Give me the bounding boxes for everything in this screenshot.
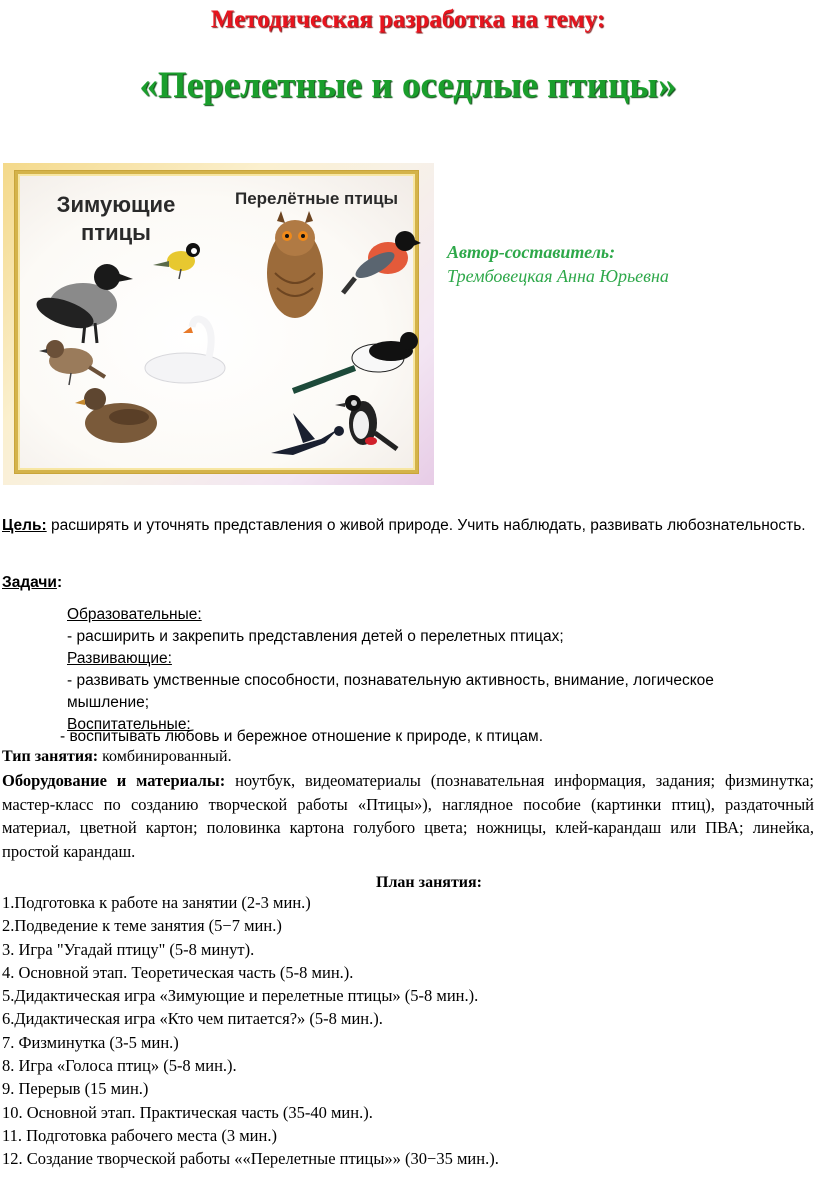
equipment-label: Оборудование и материалы:	[2, 771, 226, 790]
plan-item: 11. Подготовка рабочего места (3 мин.)	[2, 1125, 277, 1145]
tasks-label: Задачи	[2, 574, 57, 591]
upbringing-text: - воспитывать любовь и бережное отношение к природе, к птицам.	[60, 728, 544, 745]
bullfinch-icon	[343, 231, 421, 293]
plan-item: 8. Игра «Голоса птиц» (5-8 мин.).	[2, 1056, 237, 1076]
developing-text: - развивать умственные способности, познавательную активность, внимание, логическое мышление;	[67, 672, 714, 711]
upbringing-label: Воспитательные:	[67, 716, 191, 733]
plan-item: 5.Дидактическая игра «Зимующие и перелетные птицы» (5-8 мин.).	[2, 986, 479, 1006]
author-block	[447, 240, 669, 288]
plan-item: 10. Основной этап. Практическая часть (35-40 мин.).	[2, 1102, 373, 1122]
birds-illustration	[3, 163, 434, 485]
lesson-type	[2, 746, 232, 768]
plan-list	[2, 891, 499, 1171]
plan-item: 4. Основной этап. Теоретическая часть (5-8 мин.).	[2, 962, 354, 982]
goal-text: расширять и уточнять представления о живой природе. Учить наблюдать, развивать любознательность.	[46, 517, 806, 534]
plan-item: 3. Игра "Угадай птицу" (5-8 минут).	[2, 939, 255, 959]
equipment-text: ноутбук, видеоматериалы (познавательная информация, задания; физминутка; мастер-класс по созданию творческой работы «Птицы»), наглядное пособие (картинки птиц), раздаточный материал, цветной картон; половинка картона голубого цвета; ножницы, клей-карандаш или ПВА; линейка, простой карандаш.	[2, 771, 814, 861]
lesson-type-text: комбинированный.	[98, 748, 232, 765]
magpie-icon	[293, 332, 418, 391]
swan-icon	[145, 319, 225, 383]
equipment-paragraph	[2, 769, 814, 863]
sparrow-icon	[39, 340, 105, 385]
author-label: Автор-составитель:	[447, 242, 616, 262]
swallow-icon	[271, 413, 344, 455]
document-title-line1: Методическая разработка на тему:	[210, 6, 606, 33]
crow-icon	[33, 264, 133, 343]
plan-title: План занятия:	[376, 874, 483, 891]
tasks-list	[67, 604, 787, 736]
woodpecker-icon	[335, 395, 397, 449]
tasks-colon: :	[56, 574, 63, 591]
developing-label: Развивающие:	[67, 650, 172, 667]
tasks-heading	[2, 572, 62, 594]
plan-item: 12. Создание творческой работы ««Перелетные птицы»» (30−35 мин.).	[2, 1149, 499, 1169]
plan-item: 7. Физминутка (3-5 мин.)	[2, 1032, 179, 1052]
tit-icon	[153, 243, 200, 279]
educational-label: Образовательные:	[67, 606, 202, 623]
goal-label: Цель:	[2, 517, 47, 534]
owl-icon	[267, 211, 323, 318]
plan-item: 2.Подведение к теме занятия (5−7 мин.)	[2, 916, 282, 936]
document-title-line2: «Перелетные и оседлые птицы»	[139, 65, 677, 106]
migratory-birds-label: Перелётные птицы	[235, 189, 399, 208]
goal-paragraph	[2, 514, 815, 537]
plan-item: 6.Дидактическая игра «Кто чем питается?» (5-8 мин.).	[2, 1009, 383, 1029]
author-name: Трембовецкая Анна Юрьевна	[447, 266, 669, 286]
plan-item: 1.Подготовка к работе на занятии (2-3 мин.)	[2, 893, 311, 912]
lesson-type-label: Тип занятия:	[2, 748, 99, 765]
wintering-birds-label: Зимующие птицы	[56, 192, 176, 245]
duck-icon	[75, 388, 157, 443]
educational-text: - расширить и закрепить представления детей о перелетных птицах;	[67, 628, 564, 645]
plan-item: 9. Перерыв (15 мин.)	[2, 1079, 149, 1099]
